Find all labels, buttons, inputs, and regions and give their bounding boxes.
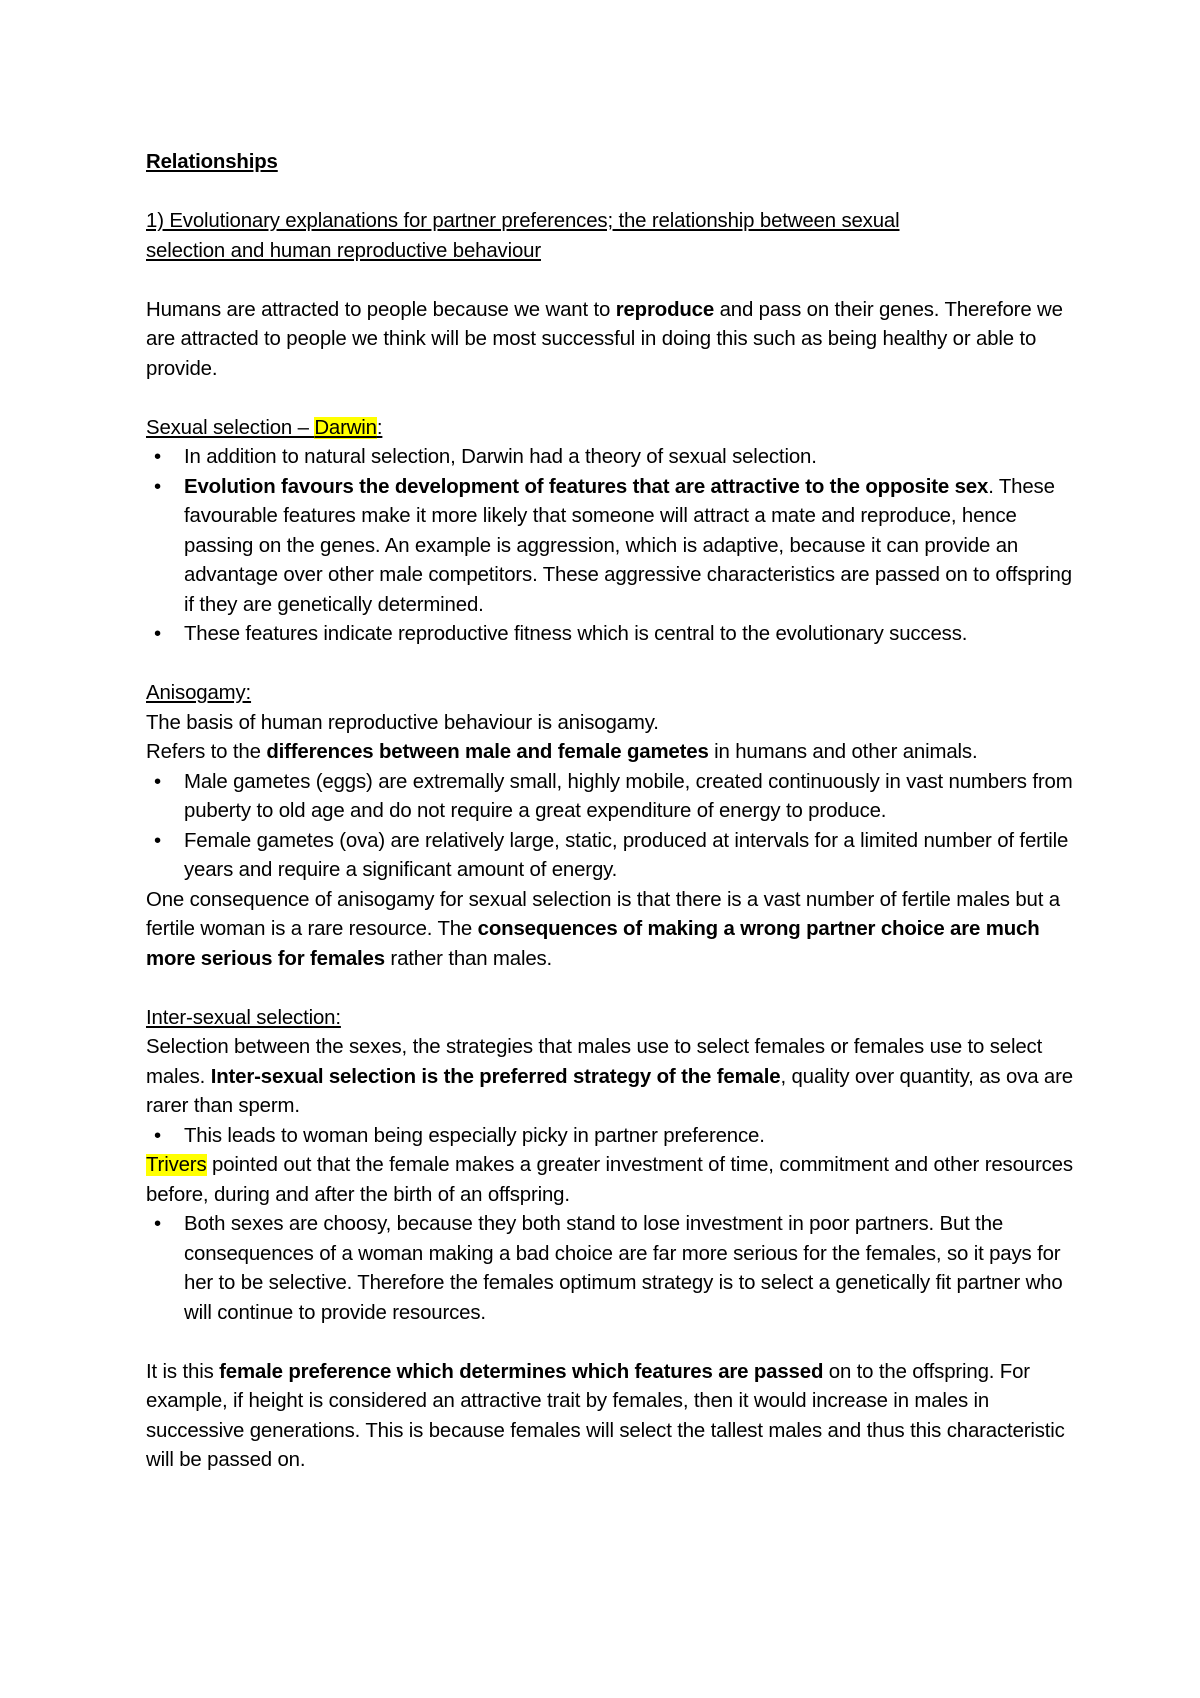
inter-sexual-heading: Inter-sexual selection:: [146, 1006, 341, 1029]
spacer: [146, 650, 1086, 680]
spacer: [146, 178, 1086, 208]
spacer: [146, 974, 1086, 1004]
inter-sexual-paragraph: Selection between the sexes, the strategies that males use to select females or females use to select males. Inter-sexual selection is the preferred strategy of the female, quality over quantity, as ova are rarer than sperm.: [146, 1036, 1073, 1117]
spacer: [146, 1328, 1086, 1358]
anisogamy-paragraph: One consequence of anisogamy for sexual selection is that there is a vast number of fertile males but a fertile woman is a rare resource. The consequences of making a wrong partner choice are much more serious for females rather than males.: [146, 888, 1060, 970]
list-item: • These features indicate reproductive fitness which is central to the evolutionary success.: [146, 620, 1086, 650]
list-item: • Both sexes are choosy, because they both stand to lose investment in poor partners. But the consequences of a woman making a bad choice are far more serious for the females, so it pays for her to be selective. Therefore the females optimum strategy is to select a genetically fit partner who will continue to provide resources.: [146, 1210, 1086, 1328]
text-line: The basis of human reproductive behaviour is anisogamy.: [146, 711, 659, 734]
list-item: • Male gametes (eggs) are extremally small, highly mobile, created continuously in vast numbers from puberty to old age and do not require a great expenditure of energy to produce.: [146, 768, 1086, 827]
anisogamy-heading: Anisogamy:: [146, 682, 252, 704]
list-item: • Female gametes (ova) are relatively large, static, produced at intervals for a limited number of fertile years and require a significant amount of energy.: [146, 827, 1086, 886]
trivers-paragraph: Trivers pointed out that the female makes a greater investment of time, commitment and other resources before, during and after the birth of an offspring.: [146, 1154, 1073, 1206]
inter-sexual-list-a: [146, 1122, 1086, 1152]
section-heading: 1) Evolutionary explanations for partner preferences; the relationship between sexual selection and human reproductive behaviour: [146, 210, 900, 262]
sexual-selection-list: [146, 443, 1086, 650]
list-item: • This leads to woman being especially picky in partner preference.: [146, 1122, 1086, 1152]
inter-sexual-list-b: [146, 1210, 1086, 1328]
text-line: Refers to the differences between male and female gametes in humans and other animals.: [146, 741, 978, 763]
document-page: [146, 148, 1086, 1476]
page-title: Relationships: [146, 151, 278, 173]
list-item: • Evolution favours the development of features that are attractive to the opposite sex. These favourable features make it more likely that someone will attract a mate and reproduce, hence passing on the genes. An example is aggression, which is adaptive, because it can provide an advantage over other male competitors. These aggressive characteristics are passed on to offspring if they are genetically determined.: [146, 473, 1086, 621]
intro-paragraph: Humans are attracted to people because we want to reproduce and pass on their genes. Therefore we are attracted to people we think will be most successful in doing this such as being healthy or able to provide.: [146, 298, 1063, 380]
conclusion-paragraph: It is this female preference which determines which features are passed on to the offspring. For example, if height is considered an attractive trait by females, then it would increase in males in successive generations. This is because females will select the tallest males and thus this characteristic will be passed on.: [146, 1360, 1065, 1471]
anisogamy-list: [146, 768, 1086, 886]
spacer: [146, 266, 1086, 296]
spacer: [146, 384, 1086, 414]
list-item: • In addition to natural selection, Darwin had a theory of sexual selection.: [146, 443, 1086, 473]
sexual-selection-heading: Sexual selection – Darwin:: [146, 416, 383, 439]
